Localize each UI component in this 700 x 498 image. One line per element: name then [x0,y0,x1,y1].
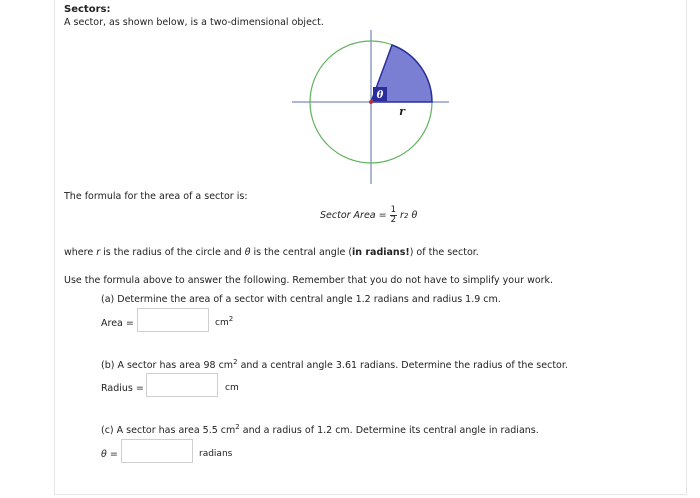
question-b-text [101,360,568,371]
question-c-label: θ = [101,449,118,460]
angle-input[interactable] [121,439,193,463]
formula-theta: θ [411,210,418,221]
where-p2: is the radius of the circle and [100,247,245,258]
c-text-exp: 2 [235,423,240,431]
instructions: Use the formula above to answer the following. Remember that you do not have to simplify your work. [64,275,554,286]
question-c-unit: radians [199,449,233,459]
area-input[interactable] [137,308,209,332]
where-r: r [96,247,101,258]
question-b-label: Radius = [101,383,144,394]
b-text-2: and a central angle 3.61 radians. Determine the radius of the sector. [237,360,568,371]
question-c-text [101,425,539,436]
c-text-2: and a radius of 1.2 cm. Determine its central angle in radians. [239,425,539,436]
question-b-unit: cm [225,383,239,393]
where-p4: ) of the sector. [409,247,479,258]
where-p1: where [64,247,97,258]
sector-area-formula: Sector Area = $\frac{1}{2}$ r 2 θ [320,205,418,225]
formula-intro: The formula for the area of a sector is: [64,191,248,202]
formula-lhs: Sector Area = [320,210,387,221]
formula-frac-den: 2 [390,215,397,225]
intro-text: A sector, as shown below, is a two-dimensional object. [64,17,324,28]
where-theta: θ [244,247,251,258]
formula-frac-num: 1 [390,205,397,215]
c-text-1: (c) A sector has area 5.5 cm [101,425,236,436]
radius-input[interactable] [146,373,218,397]
formula-r: r [400,210,404,221]
formula-explanation [64,247,479,258]
theta-label: θ [376,90,384,101]
where-bold: in radians! [352,247,410,258]
b-text-1: (b) A sector has area 98 cm [101,360,234,371]
radius-label: r [399,105,405,118]
formula-fraction [390,206,397,225]
a-unit-text: cm [215,318,229,328]
center-point [369,100,373,104]
where-p3: is the central angle ( [250,247,353,258]
question-a-unit [215,315,234,328]
question-a-text: (a) Determine the area of a sector with central angle 1.2 radians and radius 1.9 cm. [101,294,501,305]
page-title: Sectors: [64,4,111,15]
a-unit-exp: 2 [228,315,234,323]
question-a-label: Area = [101,318,134,329]
b-text-exp: 2 [233,358,238,366]
